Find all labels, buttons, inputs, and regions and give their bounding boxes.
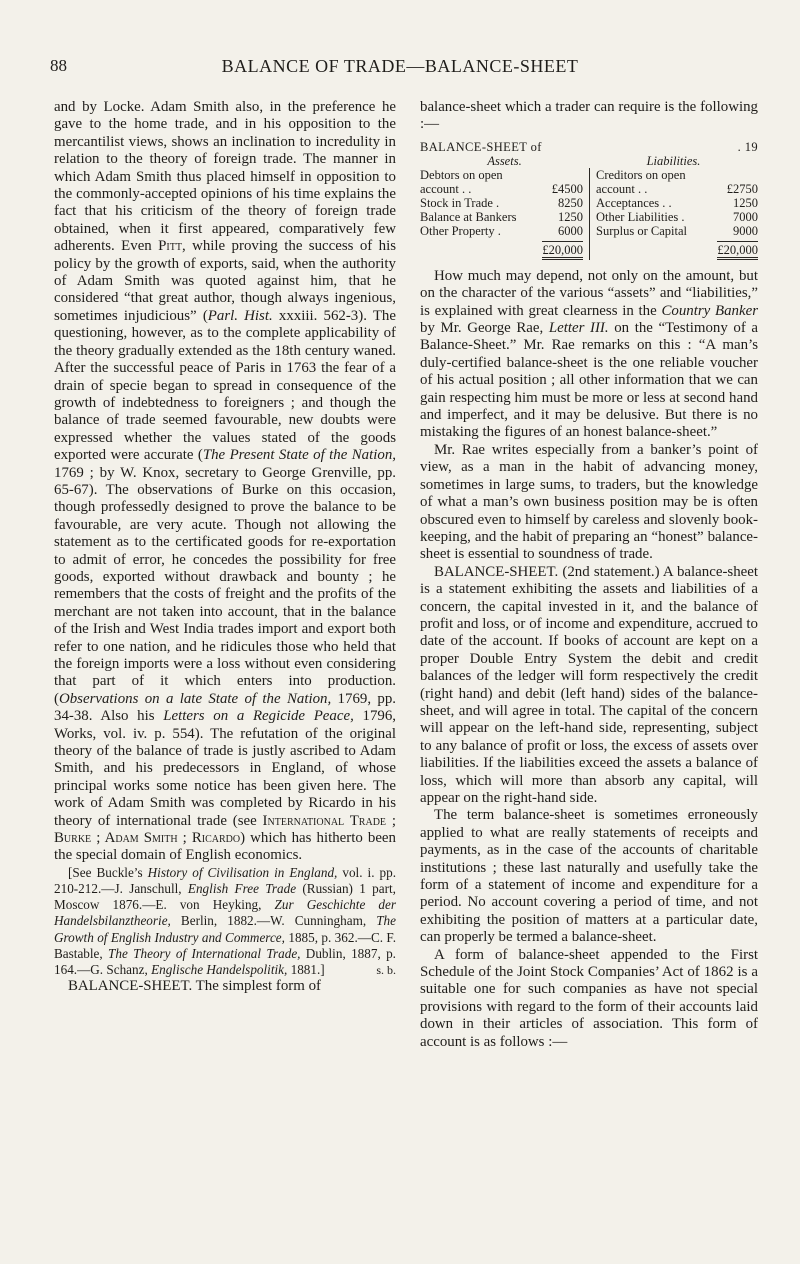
paragraph-form-of-account: A form of balance-sheet appended to the First Schedule of the Joint Stock Companies’ Act of 1862 is a suitable one for such companies as have not special provisions with regard to the form of their accounts laid down in their articles of association. This form of account is as follows :— <box>420 946 758 1050</box>
paragraph-second-statement: BALANCE-SHEET. (2nd statement.) A balance-sheet is a statement exhibiting the assets and liabilities of a concern, the capital invested in it, and the balance of profit and loss, or of income and expenditure, accrued to date of the account. If books of account are kept on a proper Double Entry System the debit and credit balances of the ledger will form respectively the credit (right hand) and debit (left hand) sides of the balance-sheet, and will agree in total. The capital of the concern will appear on the left-hand side, representing, subject to any balance of profit or loss, the excess of assets over liabilities. If the liabilities exceed the assets a balance of loss, which will more than absorb any capital, will appear on the right-hand side. <box>420 563 758 806</box>
assets-total: £20,000 <box>542 241 583 260</box>
liability-row: Surplus or Capital 9000 <box>596 223 758 238</box>
running-head: BALANCE OF TRADE—BALANCE-SHEET <box>221 56 579 76</box>
balance-sheet-title: BALANCE-SHEET of <box>420 139 542 154</box>
asset-row: account . . £4500 <box>420 181 583 196</box>
asset-row: Balance at Bankers 1250 <box>420 209 583 224</box>
liabilities-heading: Liabilities. <box>646 153 701 168</box>
paragraph-bankers-view: Mr. Rae writes especially from a banker’s point of view, as a man in the habit of advancing money, sometimes in large sums, to traders, but the knowledge of what a man’s own business position may be is often obscured even to himself by careless and slovenly book-keeping, and the habit of preparing an “honest” balance-sheet is essential to soundness of trade. <box>420 441 758 563</box>
balance-sheet-entry-start: BALANCE-SHEET. The simplest form of <box>68 978 321 995</box>
liability-row: Acceptances . . 1250 <box>596 195 758 210</box>
liability-row: Creditors on open <box>596 167 686 182</box>
liabilities-total: £20,000 <box>717 241 758 260</box>
liability-row: Other Liabilities . 7000 <box>596 209 758 224</box>
left-column <box>54 99 396 996</box>
entry-heading: BALANCE-SHEET. <box>434 563 559 580</box>
balance-sheet-intro: balance-sheet which a trader can require is the following :— <box>420 99 758 133</box>
balance-sheet-date: . 19 <box>737 139 758 154</box>
right-column <box>420 99 758 1051</box>
assets-side <box>420 168 589 260</box>
liability-row: account . . £2750 <box>596 181 758 196</box>
paragraph-balance-of-trade: and by Locke. Adam Smith also, in the preference he gave to the home trade, and in his opposition to the mercantilist views, shows an inclination to incredulity in relation to the theory of foreign trade. The manner in which Adam Smith thus placed himself in opposition to the commonly-accepted opinions of his time explains the fact that his criticism of the theory of foreign trade obtained, when it first appeared, comparatively few adherents. Even Pitt, while proving the success of his policy by the growth of exports, said, when the authority of Adam Smith was quoted against him, that he considered “that great author, though always ingenious, sometimes injudicious” (Parl. Hist. xxxiii. 562-3). The questioning, however, as to the complete applicability of the theory gradually extended as the 18th century waned. After the successful peace of Paris in 1763 the fear of a drain of specie began to spread in consequence of the growth of indebtedness to foreigners ; and though the balance of trade seemed favourable, new doubts were expressed whether the values stated of the goods exported were accurate (The Present State of the Nation, 1769 ; by W. Knox, secretary to George Grenville, pp. 65-67). The observations of Burke on this occasion, though professedly designed to prove the balance to be favourable, are very acute. Though not allowing the statement as to the certificated goods for re-exportation to admit of error, he concedes the possibility for free goods, exported without drawback and bounty ; he remembers that the costs of freight and the profits of the merchant are not taken into account, that in the balance of the Irish and West India trades import and export both refer to one nation, and he ridicules those who held that the foreign imports were a loss without even considering that part of it which enters into production. (Observations on a late State of the Nation, 1769, pp. 34-38. Also his Letters on a Regicide Peace, 1796, Works, vol. iv. p. 554). The refutation of the original theory of the balance of trade is justly ascribed to Adam Smith, and his predecessors in England, of whose principal works some notice has been given here. The work of Adam Smith was completed by Ricardo in his theory of international trade (see International Trade ; Burke ; Adam Smith ; Ricardo) which has hitherto been the special domain of English economics. <box>54 99 397 864</box>
asset-row: Stock in Trade . 8250 <box>420 195 583 210</box>
paragraph-rae-testimony: How much may depend, not only on the amount, but on the character of the various “assets” and “liabilities,” is explained with great clearness in the Country Banker by Mr. George Rae, Letter III. on the “Testimony of a Balance-Sheet.” Mr. Rae remarks on this : “A man’s duly-certified balance-sheet is the one reliable voucher of his actual position ; all other information that we can gain respecting him must be more or less at second hand and imperfect, and it may be delusive. But there is no mistaking the figures of an honest balance-sheet.” <box>420 267 759 441</box>
assets-heading: Assets. <box>487 153 522 168</box>
author-initials: s. b. <box>376 963 396 978</box>
asset-row: Other Property . 6000 <box>420 223 583 238</box>
page-number: 88 <box>50 56 67 75</box>
balance-sheet-table <box>420 140 758 260</box>
liabilities-side <box>589 168 758 260</box>
paragraph-term-misapplied: The term balance-sheet is sometimes erroneously applied to what are really statements of receipts and payments, as in the case of the accounts of charitable institutions ; these last naturally and usefully take the form of a statement of income and expenditure for a period. No account covering a period of time, and not exhibiting the position of matters at a particular date, can properly be termed a balance-sheet. <box>420 807 758 946</box>
cross-reference-link[interactable]: International Trade ; Burke ; Adam Smith ; Ricardo <box>54 812 396 847</box>
asset-row: Debtors on open <box>420 167 503 182</box>
bibliography: [See Buckle’s History of Civilisation in England, vol. i. pp. 210-212.—J. Janschull, English Free Trade (Russian) 1 part, Moscow 1876.—E. von Heyking, Zur Geschichte der Handelsbilanztheorie, Berlin, 1882.—W. Cunningham, The Growth of English Industry and Commerce, 1885, p. 362.—C. F. Bastable, The Theory of International Trade, Dublin, 1887, p. 164.—G. Schanz, Englische Handelspolitik, 1881.] s. b. <box>54 864 397 978</box>
